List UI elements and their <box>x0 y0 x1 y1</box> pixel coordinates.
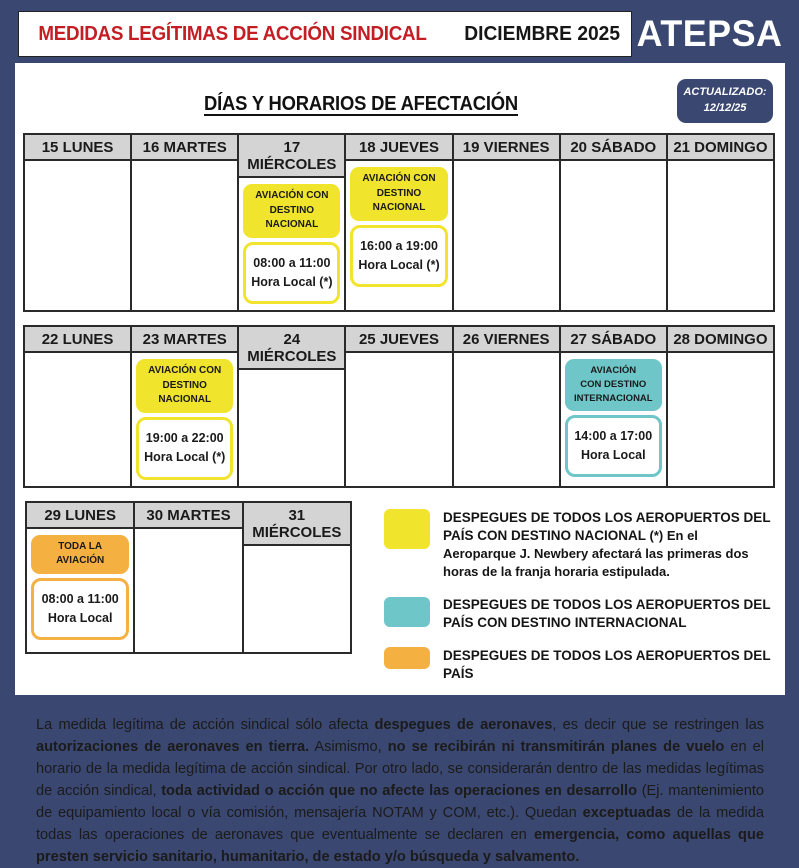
day-column <box>346 327 453 485</box>
week-table <box>25 501 352 654</box>
event-time-line: Hora Local <box>47 610 113 625</box>
footnote <box>21 698 777 868</box>
international-color-swatch <box>384 597 430 627</box>
event <box>243 184 340 304</box>
day-column <box>135 503 243 652</box>
day-header: 29 LUNES <box>27 503 133 529</box>
day-column <box>668 135 773 310</box>
event-badge-line: AVIACIÓN <box>590 365 637 377</box>
day-column <box>561 327 668 485</box>
event <box>565 359 662 477</box>
event-time-box <box>565 415 662 478</box>
footnote-segment: exceptuadas <box>582 804 672 821</box>
day-cell <box>561 161 666 258</box>
week-table <box>23 325 775 487</box>
calendar-week-3 <box>23 501 354 654</box>
event-category-badge <box>243 184 340 238</box>
event <box>350 167 447 287</box>
event-time-box <box>31 578 129 641</box>
legend <box>354 501 775 698</box>
day-cell <box>244 546 350 652</box>
day-header: 25 JUEVES <box>346 327 451 353</box>
footnote-segment: Asimismo, <box>309 738 388 755</box>
event-badge-line: DESTINO NACIONAL <box>158 379 212 406</box>
legend-item <box>384 647 773 683</box>
footnote-segment: no se recibirán ni transmitirán planes de vuelo <box>387 738 725 755</box>
legend-label <box>443 509 773 581</box>
header <box>18 11 787 57</box>
footnote-segment: emergencia, como aquellas que presten servicio sanitario, humanitario, de estado y/o búsqueda y salvamento. <box>36 826 764 865</box>
day-header: 28 DOMINGO <box>668 327 773 353</box>
day-column <box>454 135 561 310</box>
event-time-line: Hora Local (*) <box>251 274 333 289</box>
page-title: DÍAS Y HORARIOS DE AFECTACIÓN <box>204 93 518 115</box>
day-header: 23 MARTES <box>132 327 237 353</box>
day-header: 31 MIÉRCOLES <box>244 503 350 546</box>
day-column <box>244 503 350 652</box>
legend-label-main: DESPEGUES DE TODOS LOS AEROPUERTOS DEL PAÍS <box>443 647 771 681</box>
brand-logo: ATEPSA <box>636 13 783 54</box>
event-time-box <box>243 242 340 305</box>
day-column <box>346 135 453 310</box>
event-time-box <box>136 417 233 480</box>
banner-month: DICIEMBRE 2025 <box>464 22 621 45</box>
day-cell <box>239 178 344 310</box>
day-column <box>668 327 773 485</box>
day-column <box>454 327 561 485</box>
day-cell <box>239 370 344 467</box>
day-header: 15 LUNES <box>25 135 130 161</box>
header-banner <box>18 11 632 57</box>
updated-date: 12/12/25 <box>703 101 747 114</box>
day-cell <box>25 161 130 258</box>
day-cell <box>454 353 559 450</box>
day-header: 24 MIÉRCOLES <box>239 327 344 370</box>
event-badge-line: DESTINO NACIONAL <box>265 204 319 230</box>
day-cell <box>132 161 237 258</box>
day-cell <box>25 353 130 450</box>
day-column <box>25 135 132 310</box>
calendar-week-2 <box>21 325 777 487</box>
day-cell <box>27 529 133 647</box>
day-header: 17 MIÉRCOLES <box>239 135 344 178</box>
day-cell <box>346 161 451 293</box>
day-header: 27 SÁBADO <box>561 327 666 353</box>
footnote-segment: La medida legítima de acción sindical sólo afecta <box>36 716 375 733</box>
day-header: 21 DOMINGO <box>668 135 773 161</box>
event-badge-line: INTERNACIONAL <box>573 392 653 404</box>
main-top <box>21 77 777 133</box>
legend-label-main: DESPEGUES DE TODOS LOS AEROPUERTOS DEL PAÍS CON DESTINO INTERNACIONAL <box>443 596 771 630</box>
day-header: 19 VIERNES <box>454 135 559 161</box>
event-time-line: Hora Local <box>580 447 646 462</box>
day-header: 30 MARTES <box>135 503 241 529</box>
footnote-segment: autorizaciones de aeronaves en tierra. <box>36 738 310 755</box>
day-header: 16 MARTES <box>132 135 237 161</box>
event-badge-line: AVIACIÓN <box>56 555 105 566</box>
footnote-segment: en el horario de la medida legítima de acción sindical. Por otro lado, se considerarán dentro de las medidas legítimas de acción sindical, <box>36 738 765 799</box>
day-cell <box>454 161 559 258</box>
week-table <box>23 133 775 312</box>
day-cell <box>135 529 241 635</box>
main-sheet <box>15 63 785 865</box>
day-column <box>27 503 135 652</box>
day-column <box>132 135 239 310</box>
legend-label-main: DESPEGUES DE TODOS LOS AEROPUERTOS DEL PAÍS CON DESTINO NACIONAL <box>443 509 771 543</box>
legend-label <box>443 596 773 632</box>
day-header: 22 LUNES <box>25 327 130 353</box>
event-category-badge <box>31 535 129 574</box>
event-time-box <box>350 225 447 288</box>
day-header: 18 JUEVES <box>346 135 451 161</box>
legend-item <box>384 509 773 581</box>
event-badge-line: DESTINO NACIONAL <box>372 187 426 213</box>
day-column <box>239 135 346 310</box>
event-category-badge <box>136 359 233 413</box>
event-time-line: 08:00 a 11:00 <box>41 591 119 606</box>
event-badge-line: CON DESTINO <box>580 379 647 391</box>
legend-label <box>443 647 773 683</box>
updated-badge <box>677 79 773 123</box>
event-time-line: 16:00 a 19:00 <box>360 238 438 253</box>
legend-label-note: (*) En el Aeroparque J. Newbery afectará las primeras dos horas de la franja horaria estipulada. <box>443 527 749 579</box>
updated-label: ACTUALIZADO: <box>683 86 767 98</box>
event-badge-line: AVIACIÓN CON <box>255 190 329 201</box>
event-badge-line: AVIACIÓN CON <box>362 173 436 184</box>
legend-item <box>384 596 773 632</box>
event-category-badge <box>565 359 662 410</box>
footnote-segment: (Ej. mantenimiento de equipamiento local o vía comisión, mensajería NOTAM y COM, etc.). Quedan <box>36 782 764 821</box>
footnote-segment: despegues de aeronaves <box>374 716 553 733</box>
bottom-row <box>23 501 775 698</box>
calendar-week-1 <box>21 133 777 312</box>
event-time-line: Hora Local (*) <box>144 450 226 465</box>
event-time-line: 19:00 a 22:00 <box>145 430 224 445</box>
event <box>136 359 233 479</box>
banner-title: MEDIDAS LEGÍTIMAS DE ACCIÓN SINDICAL <box>38 22 427 45</box>
day-cell <box>561 353 666 483</box>
day-cell <box>346 353 451 450</box>
event-badge-line: AVIACIÓN CON <box>148 365 222 377</box>
day-cell <box>668 353 773 450</box>
footnote-segment: , es decir que se restringen las <box>552 716 764 733</box>
day-column <box>25 327 132 485</box>
footnote-segment: toda actividad o acción que no afecte las operaciones en desarrollo <box>161 782 638 799</box>
footnote-segment: de la medida todas las operaciones de aeronaves que eventualmente se declaren en <box>36 804 764 843</box>
day-column <box>561 135 668 310</box>
event <box>31 535 129 641</box>
event-badge-line: TODA LA <box>58 540 103 552</box>
day-header: 26 VIERNES <box>454 327 559 353</box>
day-column <box>132 327 239 485</box>
event-time-line: Hora Local (*) <box>358 257 440 272</box>
day-cell <box>132 353 237 485</box>
day-cell <box>668 161 773 258</box>
event-time-line: 14:00 a 17:00 <box>574 428 653 443</box>
event-category-badge <box>350 167 447 221</box>
day-header: 20 SÁBADO <box>561 135 666 161</box>
event-time-line: 08:00 a 11:00 <box>253 255 331 270</box>
day-column <box>239 327 346 485</box>
all-color-swatch <box>384 647 430 669</box>
national-color-swatch <box>384 509 430 549</box>
